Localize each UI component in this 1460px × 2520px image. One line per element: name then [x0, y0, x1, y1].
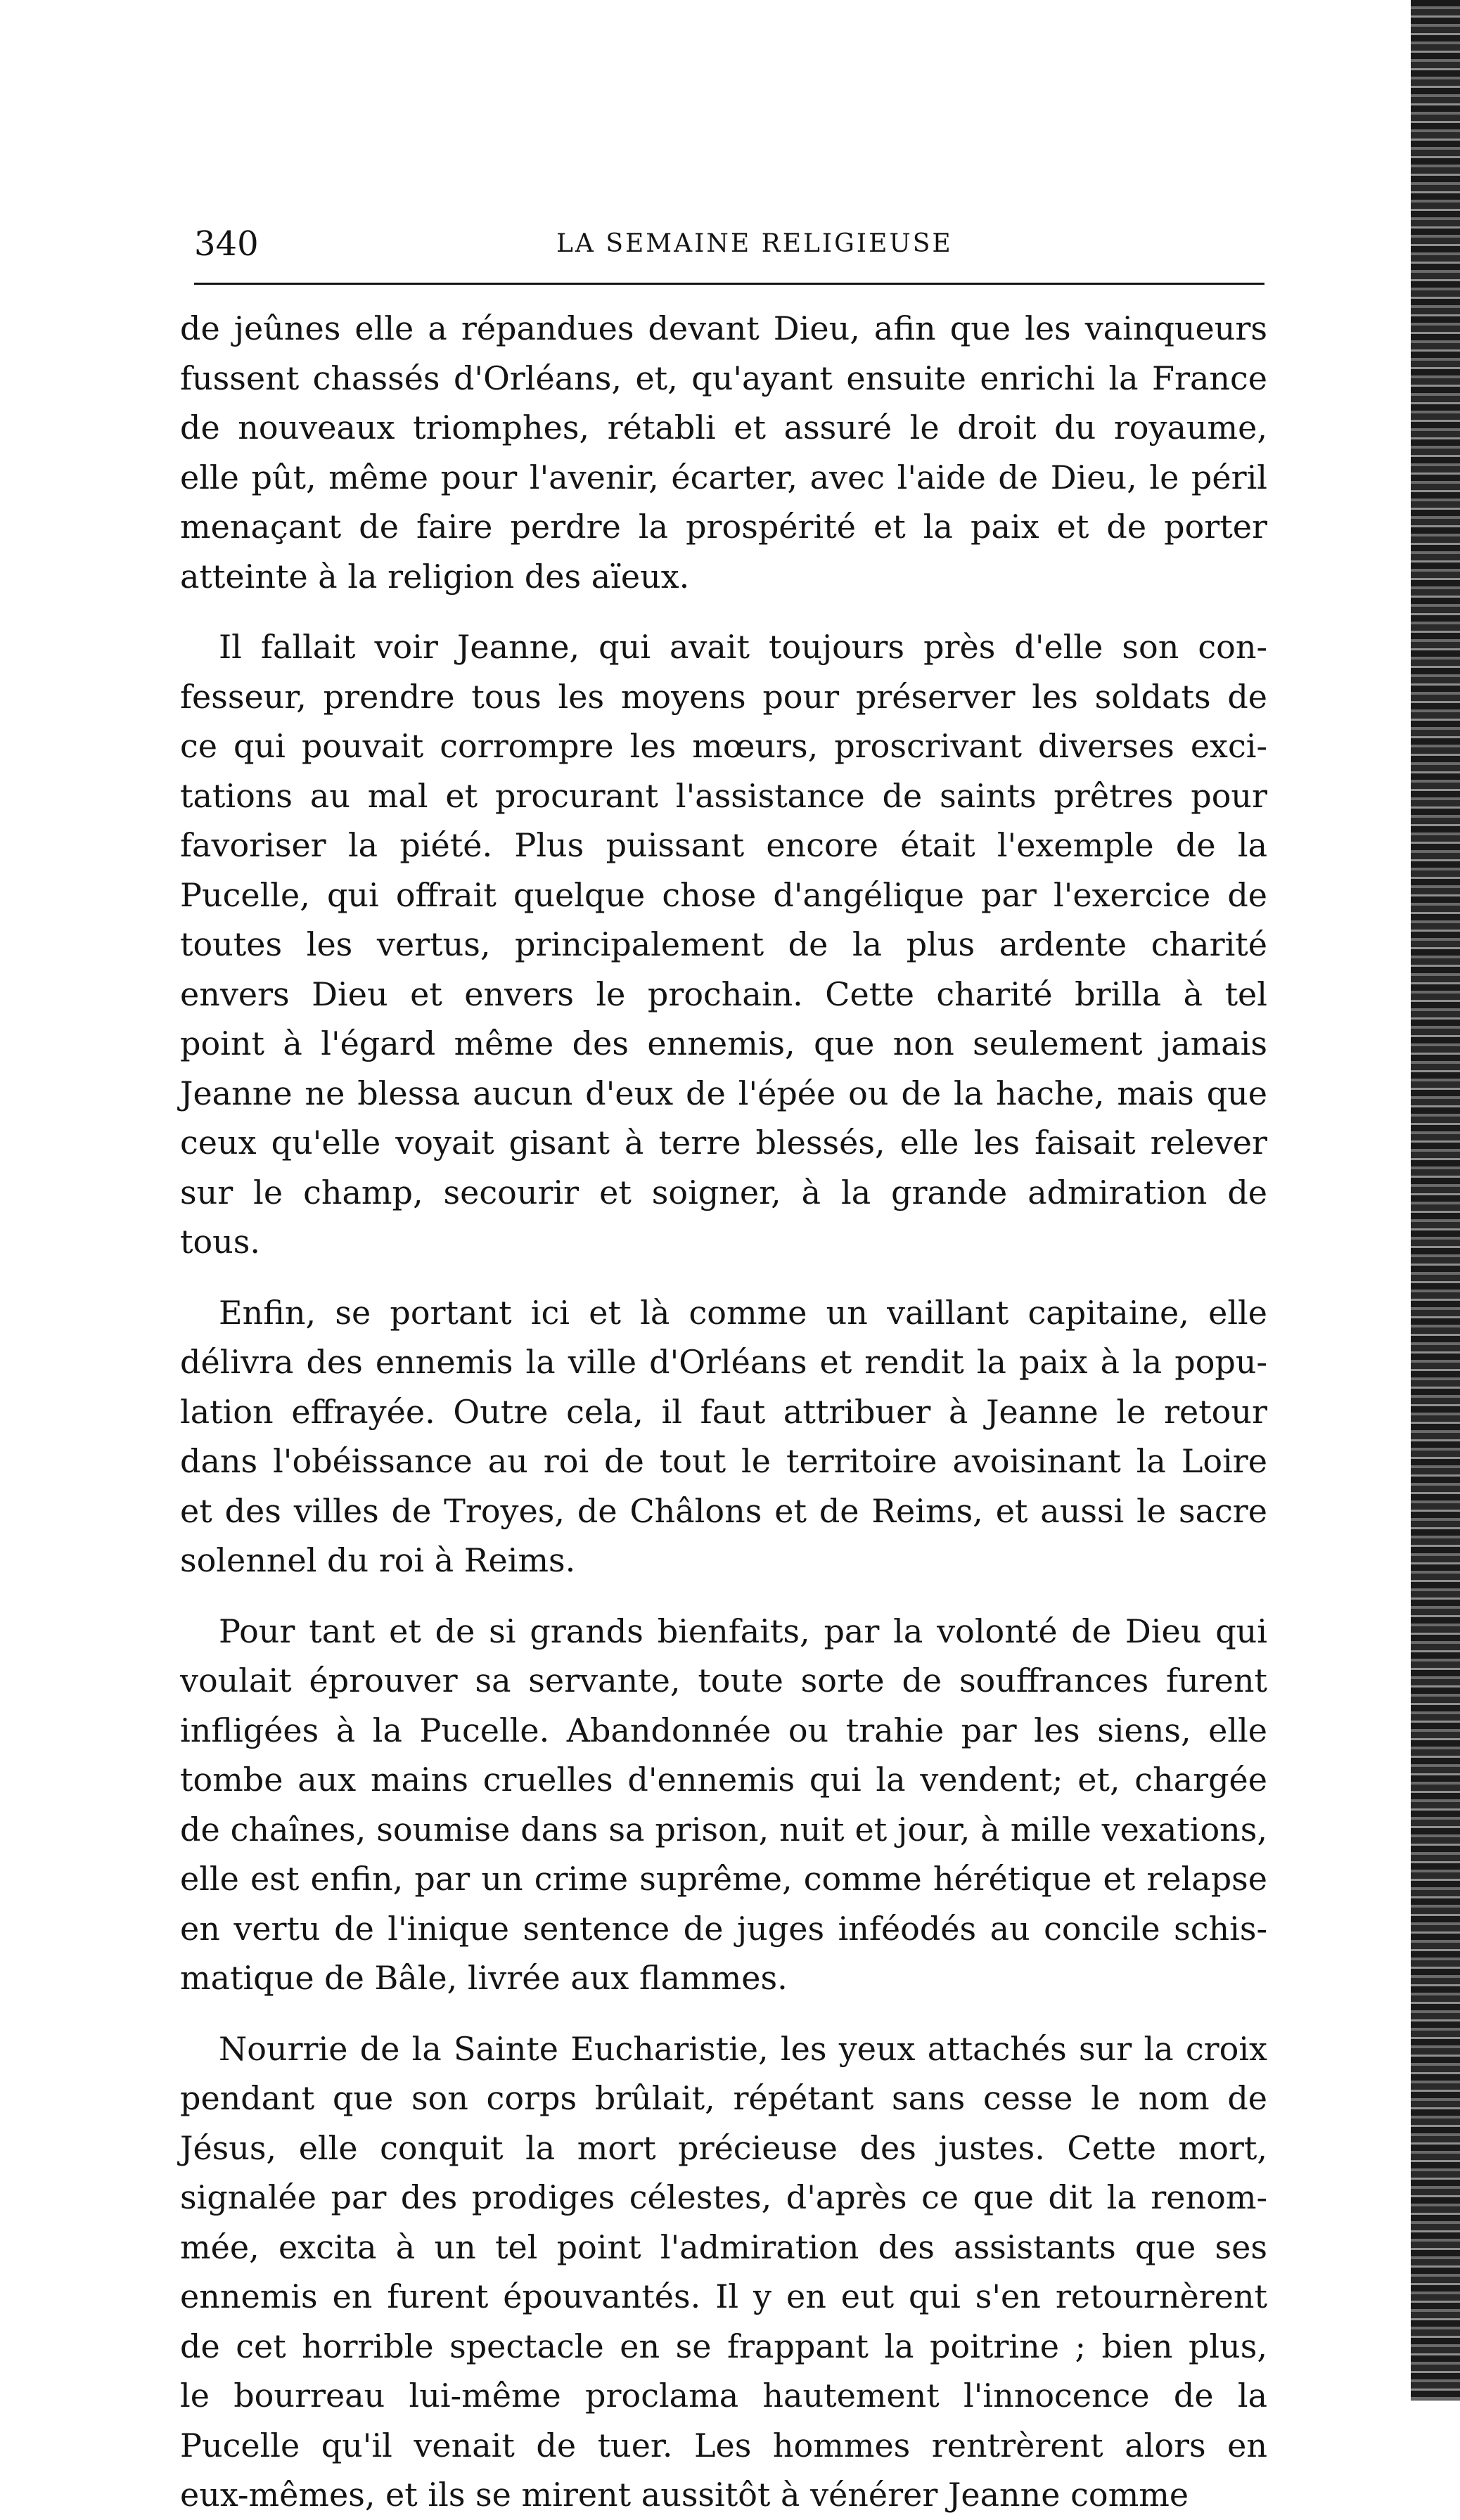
text-line: délivra des ennemis la ville d'Orléans et rendit la paix à la popu- — [180, 1343, 1267, 1381]
text-line: en vertu de l'inique sentence de juges inféodés au concile schis- — [180, 1909, 1267, 1948]
text-line: tombe aux mains cruelles d'ennemis qui la vendent; et, chargée — [180, 1761, 1267, 1799]
text-line: envers Dieu et envers le prochain. Cette charité brilla à tel — [180, 975, 1267, 1013]
text-line: de cet horrible spectacle en se frappant la poitrine ; bien plus, — [180, 2327, 1267, 2365]
text-line: sur le champ, secourir et soigner, à la grande admiration de — [180, 1173, 1267, 1211]
text-line: favoriser la piété. Plus puissant encore était l'exemple de la — [180, 826, 1267, 864]
page-number: 340 — [194, 224, 259, 264]
running-title: LA SEMAINE RELIGIEUSE — [556, 229, 953, 258]
text-line: fussent chassés d'Orléans, et, qu'ayant ensuite enrichi la France — [180, 359, 1267, 397]
scan-edge — [1411, 0, 1460, 2400]
text-line: Enfin, se portant ici et là comme un vaillant capitaine, elle — [219, 1293, 1267, 1332]
paragraph-gap — [180, 1267, 1267, 1288]
text-line: ce qui pouvait corrompre les mœurs, proscrivant diverses exci- — [180, 727, 1267, 765]
text-line: Il fallait voir Jeanne, qui avait toujours près d'elle son con- — [219, 628, 1267, 666]
text-line: ennemis en furent épouvantés. Il y en eut qui s'en retournèrent — [180, 2277, 1267, 2315]
text-line: matique de Bâle, livrée aux flammes. — [180, 1959, 788, 1997]
text-line: pendant que son corps brûlait, répétant sans cesse le nom de — [180, 2079, 1267, 2117]
text-line: ceux qu'elle voyait gisant à terre blessés, elle les faisait relever — [180, 1124, 1267, 1162]
text-line: infligées à la Pucelle. Abandonnée ou trahie par les siens, elle — [180, 1711, 1267, 1749]
text-line: Pucelle, qui offrait quelque chose d'angélique par l'exercice de — [180, 875, 1267, 914]
text-line: de chaînes, soumise dans sa prison, nuit et jour, à mille vexations, — [180, 1810, 1267, 1849]
text-line: eux-mêmes, et ils se mirent aussitôt à vénérer Jeanne comme — [180, 2476, 1189, 2514]
text-line: Jeanne ne blessa aucun d'eux de l'épée ou de la hache, mais que — [180, 1074, 1267, 1112]
text-line: de nouveaux triomphes, rétabli et assuré le droit du royaume, — [180, 409, 1267, 446]
text-line: solennel du roi à Reims. — [180, 1541, 576, 1579]
text-line: Pucelle qu'il venait de tuer. Les hommes rentrèrent alors en — [180, 2426, 1267, 2464]
text-line: elle est enfin, par un crime suprême, comme hérétique et relapse — [180, 1860, 1267, 1898]
text-line: mée, excita à un tel point l'admiration des assistants que ses — [180, 2228, 1267, 2266]
text-line: dans l'obéissance au roi de tout le territoire avoisinant la Loire — [180, 1442, 1267, 1480]
text-line: fesseur, prendre tous les moyens pour préserver les soldats de — [180, 677, 1267, 716]
text-line: et des villes de Troyes, de Châlons et de Reims, et aussi le sacre — [180, 1491, 1267, 1530]
text-line: tations au mal et procurant l'assistance de saints prêtres pour — [180, 776, 1267, 815]
text-line: Pour tant et de si grands bienfaits, par la volonté de Dieu qui — [219, 1612, 1267, 1650]
text-line: tous. — [180, 1223, 261, 1261]
paragraph-gap — [180, 601, 1267, 622]
text-line: Nourrie de la Sainte Eucharistie, les yeux attachés sur la croix — [219, 2029, 1267, 2068]
text-line: signalée par des prodiges célestes, d'après ce que dit la renom- — [180, 2178, 1267, 2216]
text-line: le bourreau lui-même proclama hautement l'innocence de la — [180, 2377, 1267, 2415]
text-line: point à l'égard même des ennemis, que non seulement jamais — [180, 1024, 1267, 1062]
paragraph-gap — [180, 2003, 1267, 2024]
paragraph-gap — [180, 1586, 1267, 1607]
header-rule — [194, 283, 1264, 285]
paragraph — [180, 1288, 1267, 1586]
text-line: atteinte à la religion des aïeux. — [180, 557, 690, 596]
paragraph — [180, 1607, 1267, 2003]
text-line: menaçant de faire perdre la prospérité et la paix et de porter — [180, 508, 1267, 546]
body-text — [180, 304, 1267, 2520]
paragraph — [180, 304, 1267, 601]
text-line: toutes les vertus, principalement de la plus ardente charité — [180, 925, 1267, 963]
text-line: voulait éprouver sa servante, toute sorte de souffrances furent — [180, 1661, 1267, 1699]
text-line: elle pût, même pour l'avenir, écarter, avec l'aide de Dieu, le péril — [180, 458, 1267, 496]
paragraph — [180, 2024, 1267, 2520]
text-line: lation effrayée. Outre cela, il faut attribuer à Jeanne le retour — [180, 1392, 1267, 1431]
text-line: Jésus, elle conquit la mort précieuse des justes. Cette mort, — [180, 2128, 1267, 2167]
text-line: de jeûnes elle a répandues devant Dieu, afin que les vainqueurs — [180, 309, 1267, 347]
page-header — [194, 219, 1264, 269]
paragraph — [180, 622, 1267, 1267]
